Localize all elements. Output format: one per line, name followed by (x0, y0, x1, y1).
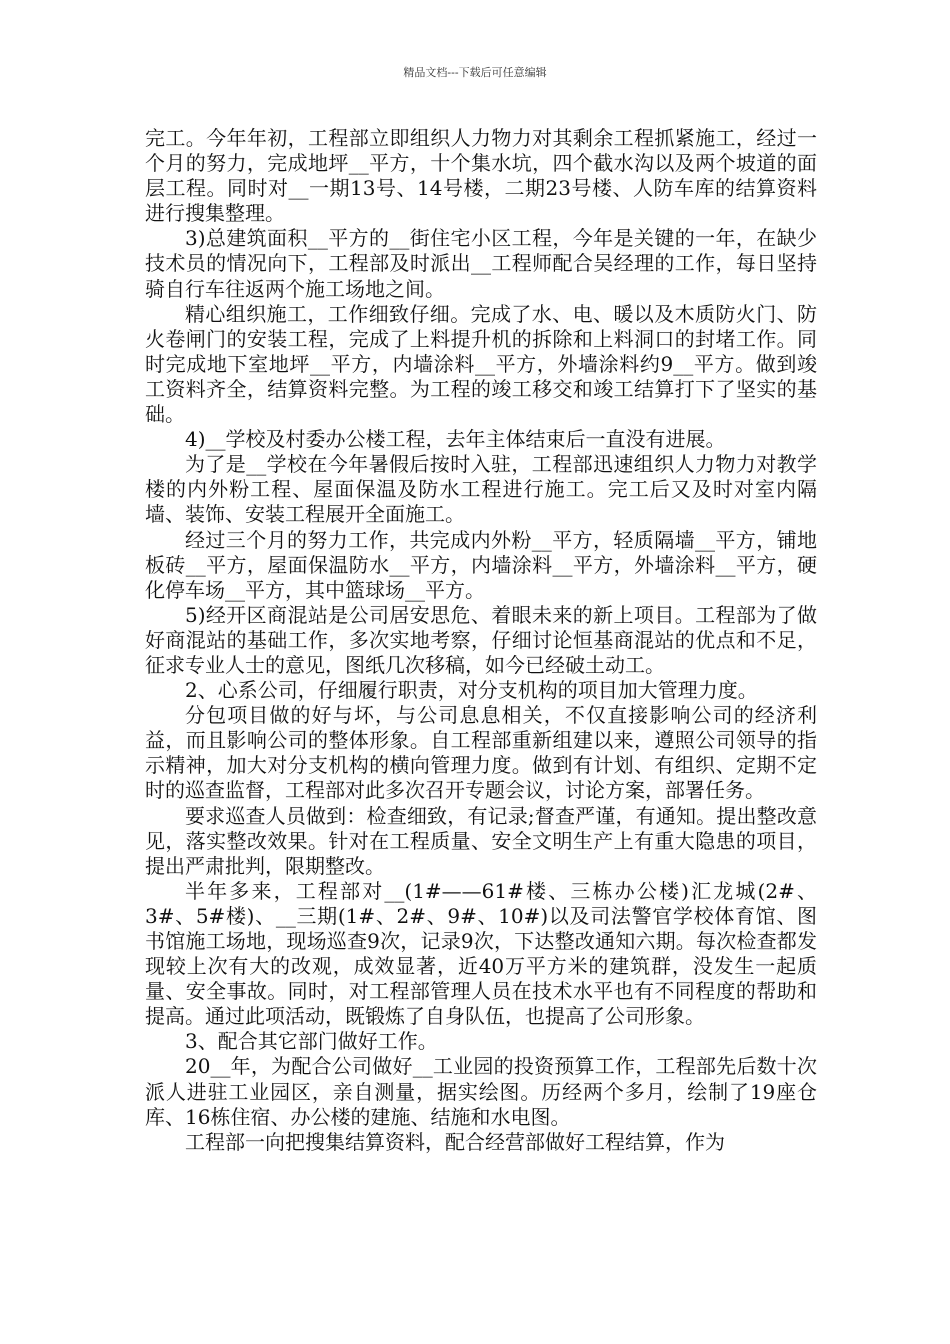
paragraph: 3、配合其它部门做好工作。 (185, 1029, 438, 1054)
paragraph: 分包项目做的好与坏，与公司息息相关，不仅直接影响公司的经济利益，而且影响公司的整体形象。自工程部重新组建以来，遵照公司领导的指示精神，加大对分支机构的横向管理力度。做到有计划、有组织、定期不定时的巡查监督，工程部对此多次召开专题会议，讨论方案，部署任务。 (145, 703, 817, 803)
paragraph: 3)总建筑面积__平方的__街住宅小区工程，今年是关键的一年，在缺少技术员的情况向下，工程部及时派出__工程师配合吴经理的工作，每日坚持骑自行车往返两个施工场地之间。 (145, 226, 817, 301)
paragraph: 半年多来，工程部对__(1#——61#楼、三栋办公楼)汇龙城(2#、3#、5#楼)、__三期(1#、2#、9#、10#)以及司法警官学校体育馆、图书馆施工场地，现场巡查9次，记录9次，下达整改通知六期。每次检查都发现较上次有大的改观，成效显著，近40万平方米的建筑群，没发生一起质量、安全事故。同时，对工程部管理人员在技术水平也有不同程度的帮助和提高。通过此项活动，既锻炼了自身队伍，也提高了公司形象。 (145, 878, 817, 1029)
paragraph: 精心组织施工，工作细致仔细。完成了水、电、暖以及木质防火门、防火卷闸门的安装工程，完成了上料提升机的拆除和上料洞口的封堵工作。同时完成地下室地坪__平方，内墙涂料__平方，外墙涂料约9__平方。做到竣工资料齐全，结算资料完整。为工程的竣工移交和竣工结算打下了坚实的基础。 (145, 301, 817, 427)
paragraph: 2、心系公司，仔细履行职责，对分支机构的项目加大管理力度。 (185, 678, 758, 703)
paragraph: 要求巡查人员做到：检查细致，有记录;督查严谨，有通知。提出整改意见，落实整改效果。针对在工程质量、安全文明生产上有重大隐患的项目，提出严肃批判，限期整改。 (145, 803, 817, 878)
paragraph: 经过三个月的努力工作，共完成内外粉__平方，轻质隔墙__平方，铺地板砖__平方，屋面保温防水__平方，内墙涂料__平方，外墙涂料__平方，硬化停车场__平方，其中篮球场__平方。 (145, 527, 817, 602)
paragraph: 5)经开区商混站是公司居安思危、着眼未来的新上项目。工程部为了做好商混站的基础工作，多次实地考察，仔细讨论恒基商混站的优点和不足，征求专业人士的意见，图纸几次移稿，如今已经破土动工。 (145, 602, 817, 677)
paragraph: 工程部一向把搜集结算资料，配合经营部做好工程结算，作为 (185, 1129, 725, 1154)
document-body (145, 126, 817, 1155)
page-header: 精品文档---下载后可任意编辑 (403, 66, 547, 79)
paragraph: 20__年，为配合公司做好__工业园的投资预算工作，工程部先后数十次派人进驻工业园区，亲自测量，据实绘图。历经两个多月，绘制了19座仓库、16栋住宿、办公楼的建施、结施和水电图。 (145, 1054, 817, 1129)
paragraph: 4)__学校及村委办公楼工程，去年主体结束后一直没有进展。 (185, 427, 726, 452)
paragraph: 为了是__学校在今年暑假后按时入驻，工程部迅速组织人力物力对教学楼的内外粉工程、屋面保温及防水工程进行施工。完工后又及时对室内隔墙、装饰、安装工程展开全面施工。 (145, 452, 817, 527)
paragraph: 完工。今年年初，工程部立即组织人力物力对其剩余工程抓紧施工，经过一个月的努力，完成地坪__平方，十个集水坑，四个截水沟以及两个坡道的面层工程。同时对__一期13号、14号楼，二期23号楼、人防车库的结算资料进行搜集整理。 (145, 126, 817, 226)
